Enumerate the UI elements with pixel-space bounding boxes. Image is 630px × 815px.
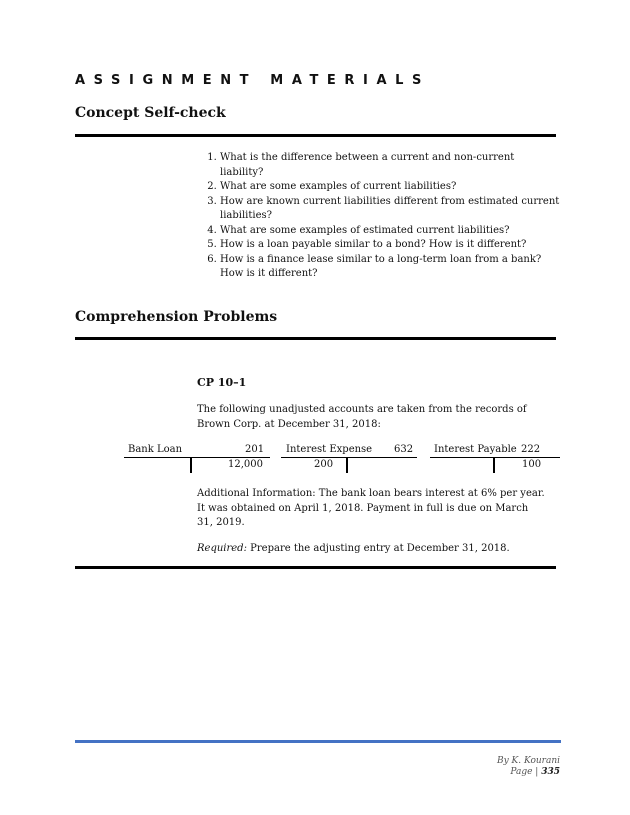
- required-instruction: [197, 542, 547, 557]
- footer-page: [510, 767, 560, 777]
- t-account-name: Bank Loan: [128, 444, 183, 455]
- concept-question-list: [197, 151, 560, 282]
- page-heading: ASSIGNMENT MATERIALS: [75, 73, 430, 88]
- problem-intro: The following unadjusted accounts are taken from the records of Brown Corp. at December 31, 2018:: [197, 404, 527, 430]
- t-account-line: [281, 457, 417, 458]
- t-account-divider: [493, 457, 495, 473]
- t-account-line: [124, 457, 270, 458]
- t-account-divider: [346, 457, 348, 473]
- t-account-divider: [190, 457, 192, 473]
- comprehension-section-title: Comprehension Problems: [75, 309, 278, 325]
- t-account-credit-value: 12,000: [228, 459, 263, 470]
- required-text: Prepare the adjusting entry at December 31, 2018.: [246, 543, 510, 554]
- concept-divider: [75, 134, 556, 137]
- list-item: 2. What are some examples of current liabilities?: [220, 180, 560, 195]
- t-account-number: 201: [245, 444, 265, 455]
- problem-title: CP 10–1: [197, 376, 247, 389]
- page-number: 335: [541, 767, 560, 777]
- t-account-name: Interest Payable: [434, 444, 517, 455]
- page-label: Page |: [510, 767, 542, 777]
- problem-end-divider: [75, 566, 556, 569]
- comprehension-divider: [75, 337, 556, 340]
- list-item: 6. How is a finance lease similar to a long-term loan from a bank? How is it different?: [220, 253, 560, 282]
- t-account-line: [430, 457, 560, 458]
- t-account-credit-value: 100: [522, 459, 542, 470]
- t-account-number: 222: [521, 444, 541, 455]
- required-label: Required:: [197, 543, 247, 554]
- list-item: 5. How is a loan payable similar to a bond? How is it different?: [220, 238, 560, 253]
- list-item: 4. What are some examples of estimated current liabilities?: [220, 224, 560, 239]
- t-account-number: 632: [394, 444, 414, 455]
- footer-author: By K. Kourani: [496, 756, 560, 766]
- footer-rule: [75, 740, 561, 743]
- t-account-debit-value: 200: [314, 459, 334, 470]
- list-item: 1. What is the difference between a current and non-current liability?: [220, 151, 560, 180]
- additional-information: Additional Information: The bank loan bears interest at 6% per year. It was obtained on April 1, 2018. Payment in full is due on March 31, 2019.: [197, 488, 545, 528]
- list-item: 3. How are known current liabilities different from estimated current liabilities?: [220, 195, 560, 224]
- t-account-name: Interest Expense: [286, 444, 373, 455]
- concept-section-title: Concept Self-check: [75, 105, 226, 121]
